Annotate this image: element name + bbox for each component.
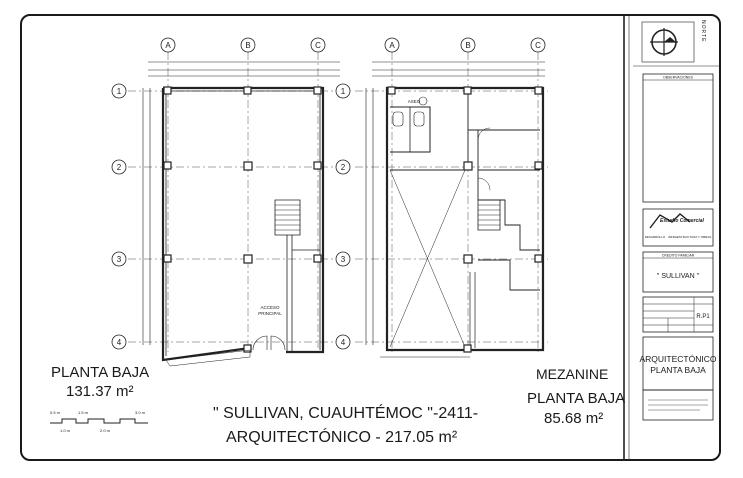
grid-label-4: 4	[116, 338, 122, 347]
grid-label-b: B	[465, 41, 471, 50]
wall-inner-line	[166, 91, 320, 350]
grid-label-2: 2	[340, 163, 346, 172]
company-tagline: DESARROLLO · INFRAESTRUCTURA Y OBRAS	[644, 235, 712, 239]
column	[164, 255, 171, 262]
grid-label-3: 3	[340, 255, 346, 264]
void-mark	[390, 170, 465, 347]
column	[388, 87, 395, 94]
observations-label: OBSERVACIONES	[662, 75, 694, 80]
mezzanine-label: MEZANINE	[536, 366, 609, 382]
grid-label-2: 2	[116, 163, 122, 172]
grid-label-c: C	[315, 41, 321, 50]
company-name: Estudio Comercial	[660, 218, 704, 224]
scale-label: 0.5 m	[50, 410, 61, 415]
column	[164, 87, 171, 94]
sheet-title-line-2: PLANTA BAJA	[650, 365, 706, 375]
interior-wall	[470, 272, 475, 348]
client-label: CREDITO FAMILIAR	[661, 253, 695, 258]
column	[464, 255, 472, 263]
door-swing	[253, 336, 267, 350]
exterior-wall	[163, 88, 250, 360]
column	[464, 87, 471, 94]
right-plan-title: PLANTA BAJA	[527, 390, 626, 407]
interior-wall	[468, 91, 540, 290]
column	[244, 87, 251, 94]
column	[314, 255, 321, 262]
grid-label-1: 1	[116, 87, 122, 96]
door-swing	[271, 336, 285, 350]
column	[244, 255, 252, 263]
toilet-icon	[414, 112, 424, 126]
client-name: " SULLIVAN "	[656, 273, 700, 280]
scale-bar-steps	[50, 419, 148, 423]
sheet-title-line-1: ARQUITECTÓNICO	[639, 354, 717, 364]
interior-wall	[287, 235, 292, 352]
access-label-2: PRINCIPAL	[258, 311, 282, 316]
grid-label-3: 3	[116, 255, 122, 264]
grid-label-c: C	[535, 41, 541, 50]
scale-label: 1.0 m	[60, 428, 71, 433]
room-label: ASEO	[407, 99, 421, 104]
company-box	[643, 209, 713, 246]
column	[535, 87, 542, 94]
project-total-area: ARQUITECTÓNICO - 217.05 m²	[226, 429, 458, 446]
scale-label: 2.0 m	[100, 428, 111, 433]
stair-treads	[275, 205, 300, 230]
grid-label-1: 1	[340, 87, 346, 96]
scale-bar	[50, 410, 148, 433]
grid-bubbles	[112, 38, 545, 349]
column	[464, 345, 471, 352]
project-address: " SULLIVAN, CUAUHTÉMOC "-2411-	[213, 405, 479, 422]
column	[314, 162, 321, 169]
toilet-icon	[393, 112, 403, 126]
column	[535, 255, 542, 262]
north-arrow-icon	[664, 37, 676, 42]
access-label-1: ACCESO	[260, 305, 280, 310]
plan-right	[355, 52, 548, 357]
door-swing	[478, 178, 490, 190]
scale-label: 1.5 m	[78, 410, 89, 415]
observations-box	[643, 74, 713, 202]
column	[314, 87, 321, 94]
plan-left	[128, 52, 340, 366]
grid-label-a: A	[389, 41, 395, 50]
sheet-code: R.P1	[696, 314, 710, 320]
column	[535, 162, 542, 169]
stair-treads	[478, 205, 500, 225]
right-plan-area: 85.68 m²	[544, 410, 604, 427]
grid-label-b: B	[245, 41, 251, 50]
column	[464, 162, 472, 170]
scale-label: 3.0 m	[135, 410, 146, 415]
north-label: NORTE	[700, 20, 706, 43]
column	[244, 162, 252, 170]
left-plan-area: 131.37 m²	[66, 383, 134, 400]
left-plan-title: PLANTA BAJA	[51, 364, 150, 381]
grid-label-4: 4	[340, 338, 346, 347]
grid-label-a: A	[165, 41, 171, 50]
column	[164, 162, 171, 169]
